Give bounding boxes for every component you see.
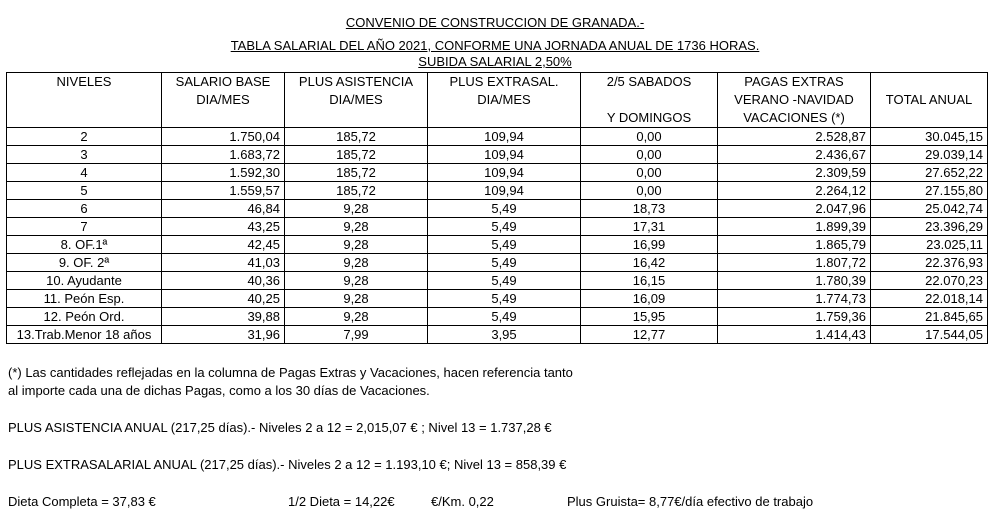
table-cell: 16,42 bbox=[581, 254, 718, 272]
table-cell: 109,94 bbox=[428, 182, 581, 200]
table-cell: 5,49 bbox=[428, 272, 581, 290]
table-cell: 9,28 bbox=[285, 272, 428, 290]
table-cell: 1.807,72 bbox=[718, 254, 871, 272]
header-line: SALARIO BASE bbox=[175, 74, 271, 89]
table-cell: 185,72 bbox=[285, 146, 428, 164]
table-row bbox=[7, 326, 988, 344]
table-cell: 185,72 bbox=[285, 164, 428, 182]
table-cell: 9,28 bbox=[285, 218, 428, 236]
header-cell bbox=[581, 73, 718, 128]
header-line: Y DOMINGOS bbox=[606, 110, 692, 125]
salary-increase: SUBIDA SALARIAL 2,50% bbox=[418, 54, 572, 69]
header-cell bbox=[718, 73, 871, 128]
table-cell: 2.264,12 bbox=[718, 182, 871, 200]
table-row bbox=[7, 128, 988, 146]
table-cell: 13.Trab.Menor 18 años bbox=[7, 326, 162, 344]
table-cell: 0,00 bbox=[581, 182, 718, 200]
table-cell: 1.780,39 bbox=[718, 272, 871, 290]
document-subtitle: TABLA SALARIAL DEL AÑO 2021, CONFORME UNA JORNADA ANUAL DE 1736 HORAS. bbox=[230, 38, 760, 53]
table-cell: 43,25 bbox=[162, 218, 285, 236]
table-cell: 5 bbox=[7, 182, 162, 200]
table-cell: 5,49 bbox=[428, 254, 581, 272]
table-cell: 17,31 bbox=[581, 218, 718, 236]
table-cell: 39,88 bbox=[162, 308, 285, 326]
table-row bbox=[7, 254, 988, 272]
table-cell: 185,72 bbox=[285, 182, 428, 200]
table-cell: 1.559,57 bbox=[162, 182, 285, 200]
table-cell: 1.414,43 bbox=[718, 326, 871, 344]
table-cell: 2.309,59 bbox=[718, 164, 871, 182]
table-row bbox=[7, 308, 988, 326]
table-cell: 2.528,87 bbox=[718, 128, 871, 146]
header-line: PLUS ASISTENCIA bbox=[298, 74, 414, 89]
table-cell: 12,77 bbox=[581, 326, 718, 344]
table-row bbox=[7, 218, 988, 236]
table-cell: 41,03 bbox=[162, 254, 285, 272]
plus-extrasalarial-anual: PLUS EXTRASALARIAL ANUAL (217,25 días).- Niveles 2 a 12 = 1.193,10 €; Nivel 13 = 858,39 € bbox=[8, 457, 567, 472]
table-cell: 42,45 bbox=[162, 236, 285, 254]
table-row bbox=[7, 200, 988, 218]
table-cell: 1.865,79 bbox=[718, 236, 871, 254]
table-row bbox=[7, 272, 988, 290]
header-line: TOTAL ANUAL bbox=[885, 92, 973, 107]
plus-gruista: Plus Gruista= 8,77€/día efectivo de trabajo bbox=[567, 494, 814, 509]
footnote-line-2: al importe cada una de dichas Pagas, como a los 30 días de Vacaciones. bbox=[8, 383, 430, 398]
table-cell: 0,00 bbox=[581, 164, 718, 182]
table-cell: 9,28 bbox=[285, 200, 428, 218]
table-cell: 1.774,73 bbox=[718, 290, 871, 308]
table-cell: 10. Ayudante bbox=[7, 272, 162, 290]
table-row bbox=[7, 236, 988, 254]
table-cell: 3 bbox=[7, 146, 162, 164]
table-cell: 16,15 bbox=[581, 272, 718, 290]
table-cell: 11. Peón Esp. bbox=[7, 290, 162, 308]
table-cell: 27.652,22 bbox=[871, 164, 988, 182]
table-row bbox=[7, 164, 988, 182]
table-cell: 1.759,36 bbox=[718, 308, 871, 326]
table-cell: 17.544,05 bbox=[871, 326, 988, 344]
table-cell: 109,94 bbox=[428, 164, 581, 182]
header-line: VERANO -NAVIDAD bbox=[734, 92, 854, 107]
table-cell: 5,49 bbox=[428, 290, 581, 308]
table-cell: 5,49 bbox=[428, 200, 581, 218]
table-header-row bbox=[7, 73, 988, 128]
table-cell: 9,28 bbox=[285, 290, 428, 308]
header-line: DIA/MES bbox=[477, 92, 531, 107]
header-line: 2/5 SABADOS bbox=[606, 74, 692, 89]
footnote-line-1: (*) Las cantidades reflejadas en la columna de Pagas Extras y Vacaciones, hacen referencia tanto bbox=[8, 365, 573, 380]
table-cell: 6 bbox=[7, 200, 162, 218]
table-cell: 109,94 bbox=[428, 128, 581, 146]
header-line bbox=[585, 91, 713, 109]
table-row bbox=[7, 182, 988, 200]
table-cell: 9,28 bbox=[285, 308, 428, 326]
table-cell: 185,72 bbox=[285, 128, 428, 146]
header-cell bbox=[7, 73, 162, 128]
table-cell: 7,99 bbox=[285, 326, 428, 344]
table-cell: 2 bbox=[7, 128, 162, 146]
table-cell: 5,49 bbox=[428, 308, 581, 326]
table-row bbox=[7, 290, 988, 308]
header-cell bbox=[428, 73, 581, 128]
table-cell: 7 bbox=[7, 218, 162, 236]
table-cell: 1.683,72 bbox=[162, 146, 285, 164]
table-cell: 21.845,65 bbox=[871, 308, 988, 326]
table-cell: 31,96 bbox=[162, 326, 285, 344]
header-cell bbox=[285, 73, 428, 128]
table-cell: 30.045,15 bbox=[871, 128, 988, 146]
header-line bbox=[875, 109, 983, 127]
table-cell: 16,99 bbox=[581, 236, 718, 254]
table-row bbox=[7, 146, 988, 164]
table-cell: 18,73 bbox=[581, 200, 718, 218]
table-cell: 5,49 bbox=[428, 218, 581, 236]
plus-asistencia-anual: PLUS ASISTENCIA ANUAL (217,25 días).- Niveles 2 a 12 = 2,015,07 € ; Nivel 13 = 1.737,28 € bbox=[8, 420, 552, 435]
media-dieta: 1/2 Dieta = 14,22€ bbox=[288, 494, 395, 509]
table-cell: 46,84 bbox=[162, 200, 285, 218]
table-cell: 9,28 bbox=[285, 236, 428, 254]
table-cell: 4 bbox=[7, 164, 162, 182]
header-line bbox=[289, 109, 423, 127]
header-line: VACACIONES (*) bbox=[743, 110, 845, 125]
table-cell: 1.750,04 bbox=[162, 128, 285, 146]
table-cell: 22.070,23 bbox=[871, 272, 988, 290]
table-cell: 27.155,80 bbox=[871, 182, 988, 200]
header-line: DIA/MES bbox=[196, 92, 250, 107]
table-cell: 9,28 bbox=[285, 254, 428, 272]
table-cell: 23.396,29 bbox=[871, 218, 988, 236]
salary-table bbox=[6, 72, 988, 344]
table-cell: 40,36 bbox=[162, 272, 285, 290]
euro-km: €/Km. 0,22 bbox=[431, 494, 494, 509]
table-cell: 1.592,30 bbox=[162, 164, 285, 182]
table-cell: 22.018,14 bbox=[871, 290, 988, 308]
table-cell: 12. Peón Ord. bbox=[7, 308, 162, 326]
header-cell bbox=[162, 73, 285, 128]
table-cell: 16,09 bbox=[581, 290, 718, 308]
table-cell: 25.042,74 bbox=[871, 200, 988, 218]
table-cell: 8. OF.1ª bbox=[7, 236, 162, 254]
table-cell: 2.047,96 bbox=[718, 200, 871, 218]
table-cell: 2.436,67 bbox=[718, 146, 871, 164]
table-cell: 0,00 bbox=[581, 146, 718, 164]
table-cell: 0,00 bbox=[581, 128, 718, 146]
table-cell: 40,25 bbox=[162, 290, 285, 308]
header-line: PLUS EXTRASAL. bbox=[449, 74, 559, 89]
header-line: PAGAS EXTRAS bbox=[744, 74, 844, 89]
header-line bbox=[11, 109, 157, 127]
table-cell: 1.899,39 bbox=[718, 218, 871, 236]
table-cell: 109,94 bbox=[428, 146, 581, 164]
table-cell: 9. OF. 2ª bbox=[7, 254, 162, 272]
header-line bbox=[875, 73, 983, 91]
table-body bbox=[7, 128, 988, 344]
table-cell: 5,49 bbox=[428, 236, 581, 254]
table-cell: 23.025,11 bbox=[871, 236, 988, 254]
table-cell: 29.039,14 bbox=[871, 146, 988, 164]
header-line bbox=[11, 91, 157, 109]
table-cell: 3,95 bbox=[428, 326, 581, 344]
table-cell: 22.376,93 bbox=[871, 254, 988, 272]
header-line: DIA/MES bbox=[329, 92, 383, 107]
header-line: NIVELES bbox=[56, 74, 112, 89]
document-title: CONVENIO DE CONSTRUCCION DE GRANADA.- bbox=[345, 15, 645, 30]
header-cell bbox=[871, 73, 988, 128]
header-line bbox=[166, 109, 280, 127]
dieta-completa: Dieta Completa = 37,83 € bbox=[8, 494, 156, 509]
header-line bbox=[432, 109, 576, 127]
table-cell: 15,95 bbox=[581, 308, 718, 326]
